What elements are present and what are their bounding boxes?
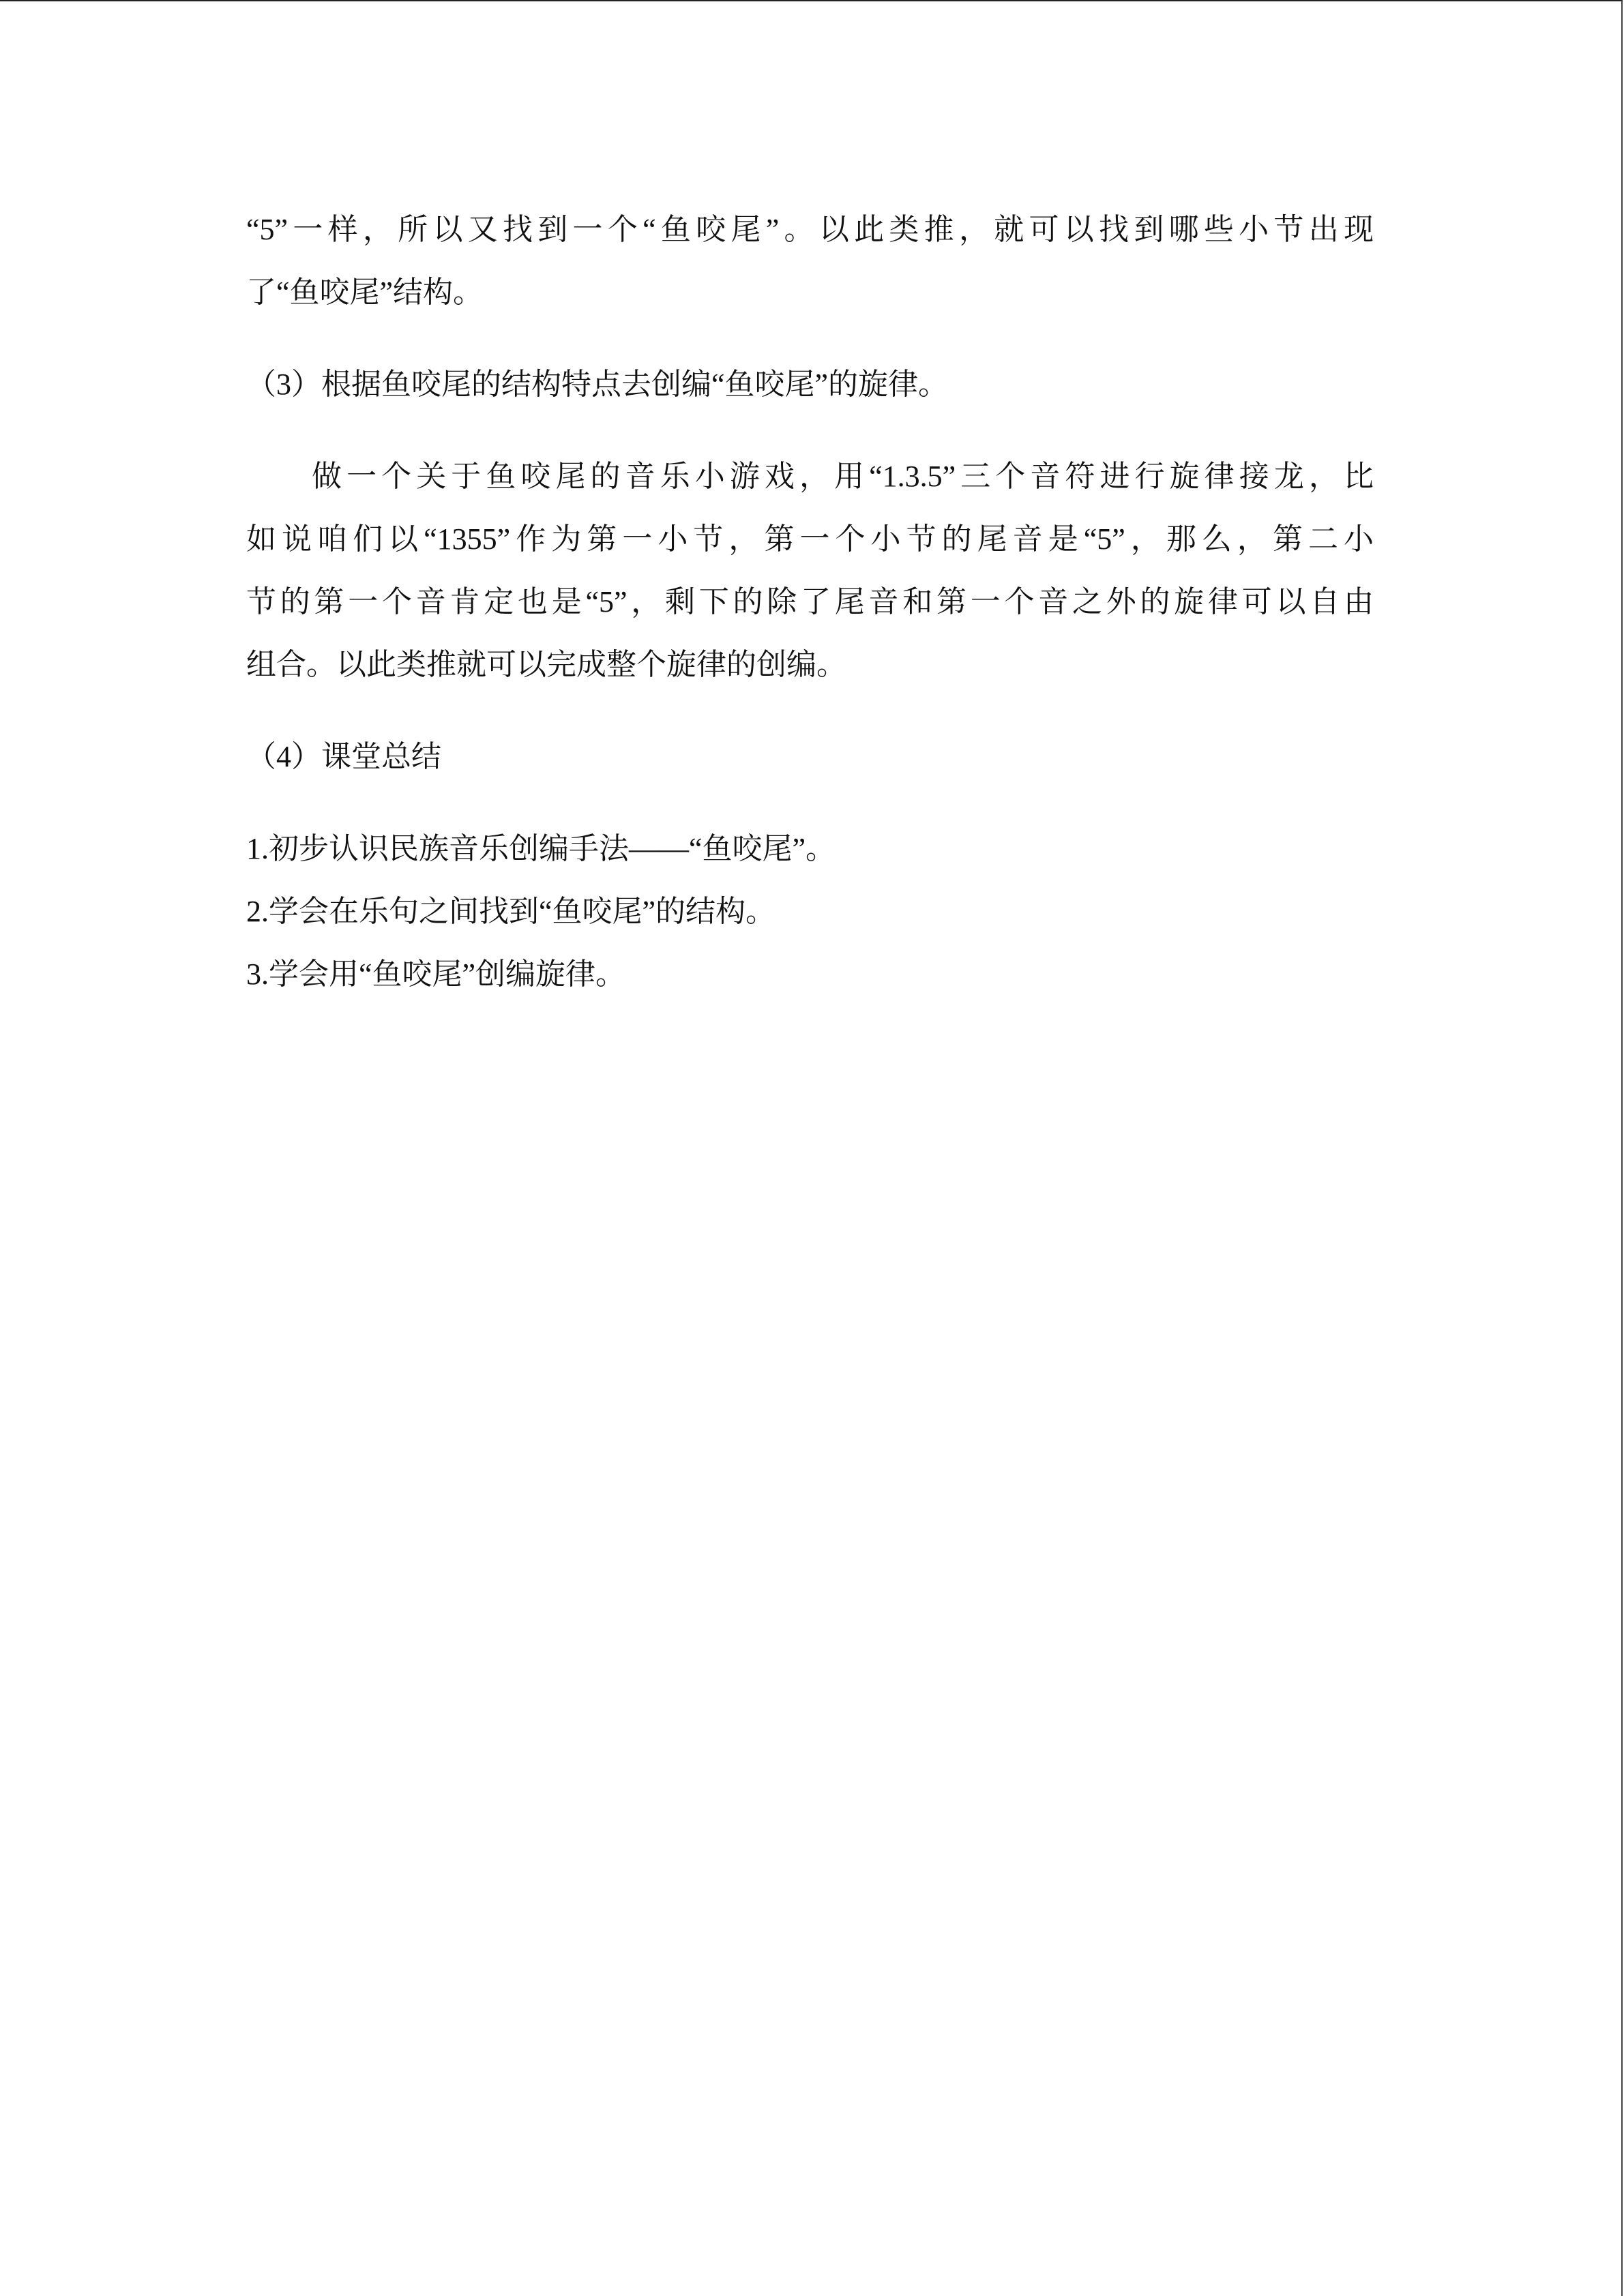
text-line: 做一个关于鱼咬尾的音乐小游戏，用“1.3.5”三个音符进行旋律接龙，比 (312, 460, 1374, 493)
list-item: 2.学会在乐句之间找到“鱼咬尾”的结构。 (246, 895, 776, 928)
text-line: “5”一样，所以又找到一个“鱼咬尾”。以此类推，就可以找到哪些小节出现 (246, 213, 1374, 246)
step3-heading-block (246, 353, 1374, 416)
step4-heading-block (246, 726, 1374, 788)
document-body (246, 198, 1374, 1006)
continuation-paragraph (246, 198, 1374, 324)
section-heading: （3）根据鱼咬尾的结构特点去创编“鱼咬尾”的旋律。 (246, 368, 949, 401)
list-item: 1.初步认识民族音乐创编手法——“鱼咬尾”。 (246, 832, 836, 865)
text-line: 如说咱们以“1355”作为第一小节，第一个小节的尾音是“5”，那么，第二小 (246, 522, 1374, 556)
section-heading: （4）课堂总结 (246, 740, 441, 773)
step3-body-paragraph (246, 445, 1374, 696)
text-line: 组合。以此类推就可以完成整个旋律的创编。 (246, 648, 846, 681)
summary-list (246, 818, 1374, 1006)
list-item: 3.学会用“鱼咬尾”创编旋律。 (246, 957, 626, 991)
text-line: 节的第一个音肯定也是“5”，剩下的除了尾音和第一个音之外的旋律可以自由 (246, 585, 1374, 618)
text-line: 了“鱼咬尾”结构。 (246, 275, 484, 309)
